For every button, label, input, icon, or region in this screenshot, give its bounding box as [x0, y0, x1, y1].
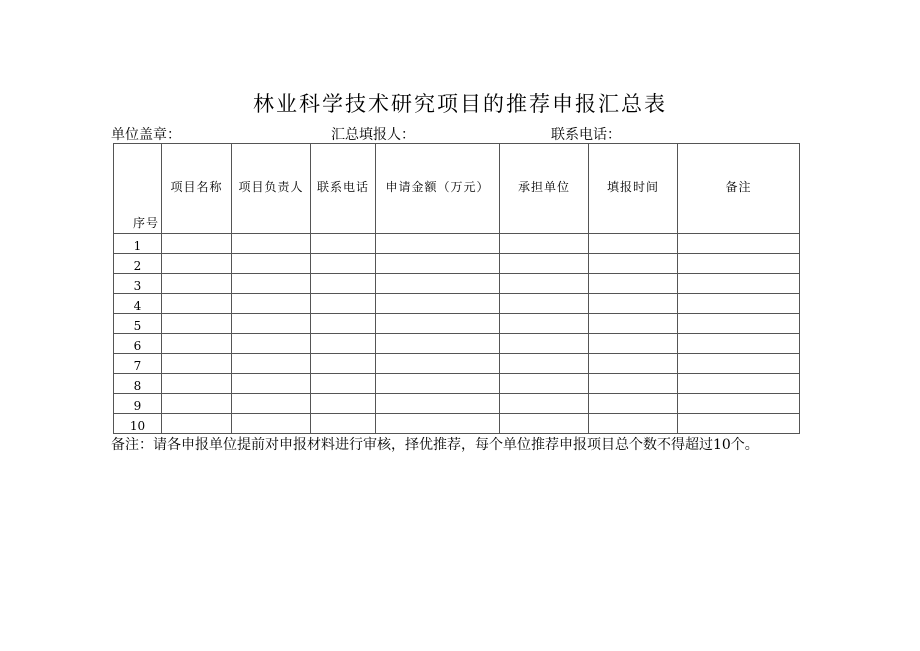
table-row	[114, 374, 800, 394]
fill-date-cell[interactable]	[589, 254, 678, 274]
table-row	[114, 334, 800, 354]
contact-phone-cell[interactable]	[311, 334, 376, 354]
header-project-leader	[232, 144, 311, 234]
requested-amount-cell[interactable]	[376, 354, 500, 374]
remarks-cell[interactable]	[678, 274, 800, 294]
project-leader-cell[interactable]	[232, 394, 311, 414]
fill-date-cell[interactable]	[589, 314, 678, 334]
summary-table	[113, 143, 800, 434]
undertaking-unit-cell[interactable]	[500, 354, 589, 374]
project-leader-cell[interactable]	[232, 274, 311, 294]
project-leader-cell[interactable]	[232, 254, 311, 274]
header-fill-date	[589, 144, 678, 234]
table-row	[114, 414, 800, 434]
header-undertaking-unit-text: 承担单位	[517, 180, 570, 194]
note-text: 备注：请各申报单位提前对申报材料进行审核，择优推荐，每个单位推荐申报项目总个数不得超过10个。	[111, 437, 759, 453]
row-number: 5	[114, 314, 162, 334]
table-row	[114, 354, 800, 374]
project-name-cell[interactable]	[162, 274, 232, 294]
remarks-cell[interactable]	[678, 374, 800, 394]
contact-phone-cell[interactable]	[311, 354, 376, 374]
requested-amount-cell[interactable]	[376, 374, 500, 394]
header-project-leader-text: 项目负责人	[238, 180, 304, 194]
project-leader-cell[interactable]	[232, 354, 311, 374]
header-contact-phone-text: 联系电话	[316, 180, 369, 194]
requested-amount-cell[interactable]	[376, 394, 500, 414]
header-fill-date-text: 填报时间	[606, 180, 659, 194]
contact-phone-cell[interactable]	[311, 394, 376, 414]
row-number: 1	[114, 234, 162, 254]
project-name-cell[interactable]	[162, 374, 232, 394]
requested-amount-cell[interactable]	[376, 234, 500, 254]
unit-seal-label: 单位盖章：	[111, 127, 181, 143]
fill-date-cell[interactable]	[589, 394, 678, 414]
contact-phone-cell[interactable]	[311, 234, 376, 254]
contact-phone-cell[interactable]	[311, 274, 376, 294]
undertaking-unit-cell[interactable]	[500, 254, 589, 274]
contact-phone-cell[interactable]	[311, 314, 376, 334]
project-leader-cell[interactable]	[232, 334, 311, 354]
row-number: 9	[114, 394, 162, 414]
undertaking-unit-cell[interactable]	[500, 294, 589, 314]
remarks-cell[interactable]	[678, 294, 800, 314]
project-name-cell[interactable]	[162, 234, 232, 254]
project-name-cell[interactable]	[162, 294, 232, 314]
contact-phone-cell[interactable]	[311, 294, 376, 314]
header-requested-amount	[376, 144, 500, 234]
header-remarks-text: 备注	[725, 180, 752, 194]
contact-phone-cell[interactable]	[311, 254, 376, 274]
header-contact-phone	[311, 144, 376, 234]
undertaking-unit-cell[interactable]	[500, 334, 589, 354]
summary-filler-label: 汇总填报人：	[331, 127, 415, 143]
requested-amount-cell[interactable]	[376, 254, 500, 274]
undertaking-unit-cell[interactable]	[500, 314, 589, 334]
undertaking-unit-cell[interactable]	[500, 274, 589, 294]
remarks-cell[interactable]	[678, 334, 800, 354]
project-name-cell[interactable]	[162, 334, 232, 354]
header-project-name	[162, 144, 232, 234]
project-name-cell[interactable]	[162, 354, 232, 374]
project-leader-cell[interactable]	[232, 294, 311, 314]
row-number: 3	[114, 274, 162, 294]
header-requested-amount-text: 申请金额（万元）	[385, 180, 490, 194]
header-project-name-text: 项目名称	[170, 180, 223, 194]
contact-phone-cell[interactable]	[311, 374, 376, 394]
row-number: 8	[114, 374, 162, 394]
fill-date-cell[interactable]	[589, 354, 678, 374]
remarks-cell[interactable]	[678, 234, 800, 254]
undertaking-unit-cell[interactable]	[500, 414, 589, 434]
requested-amount-cell[interactable]	[376, 414, 500, 434]
requested-amount-cell[interactable]	[376, 274, 500, 294]
remarks-cell[interactable]	[678, 254, 800, 274]
project-leader-cell[interactable]	[232, 414, 311, 434]
row-number: 10	[114, 414, 162, 434]
header-serial-number: 序号	[114, 144, 162, 234]
table-row	[114, 314, 800, 334]
project-name-cell[interactable]	[162, 314, 232, 334]
contact-phone-label: 联系电话：	[551, 127, 621, 143]
fill-date-cell[interactable]	[589, 274, 678, 294]
project-name-cell[interactable]	[162, 414, 232, 434]
row-number: 7	[114, 354, 162, 374]
remarks-cell[interactable]	[678, 394, 800, 414]
project-leader-cell[interactable]	[232, 374, 311, 394]
contact-phone-cell[interactable]	[311, 414, 376, 434]
fill-date-cell[interactable]	[589, 334, 678, 354]
table-header-row	[114, 144, 800, 234]
undertaking-unit-cell[interactable]	[500, 394, 589, 414]
remarks-cell[interactable]	[678, 314, 800, 334]
header-remarks	[678, 144, 800, 234]
header-undertaking-unit	[500, 144, 589, 234]
table-row	[114, 254, 800, 274]
document-title: 林业科学技术研究项目的推荐申报汇总表	[253, 92, 667, 116]
project-name-cell[interactable]	[162, 254, 232, 274]
remarks-cell[interactable]	[678, 414, 800, 434]
requested-amount-cell[interactable]	[376, 334, 500, 354]
table-row	[114, 394, 800, 414]
row-number: 2	[114, 254, 162, 274]
requested-amount-cell[interactable]	[376, 294, 500, 314]
row-number: 4	[114, 294, 162, 314]
fill-date-cell[interactable]	[589, 294, 678, 314]
project-leader-cell[interactable]	[232, 234, 311, 254]
table-row	[114, 294, 800, 314]
project-name-cell[interactable]	[162, 394, 232, 414]
undertaking-unit-cell[interactable]	[500, 374, 589, 394]
undertaking-unit-cell[interactable]	[500, 234, 589, 254]
fill-date-cell[interactable]	[589, 234, 678, 254]
remarks-cell[interactable]	[678, 354, 800, 374]
table-row	[114, 274, 800, 294]
fill-date-cell[interactable]	[589, 374, 678, 394]
project-leader-cell[interactable]	[232, 314, 311, 334]
requested-amount-cell[interactable]	[376, 314, 500, 334]
fill-date-cell[interactable]	[589, 414, 678, 434]
row-number: 6	[114, 334, 162, 354]
table-row	[114, 234, 800, 254]
